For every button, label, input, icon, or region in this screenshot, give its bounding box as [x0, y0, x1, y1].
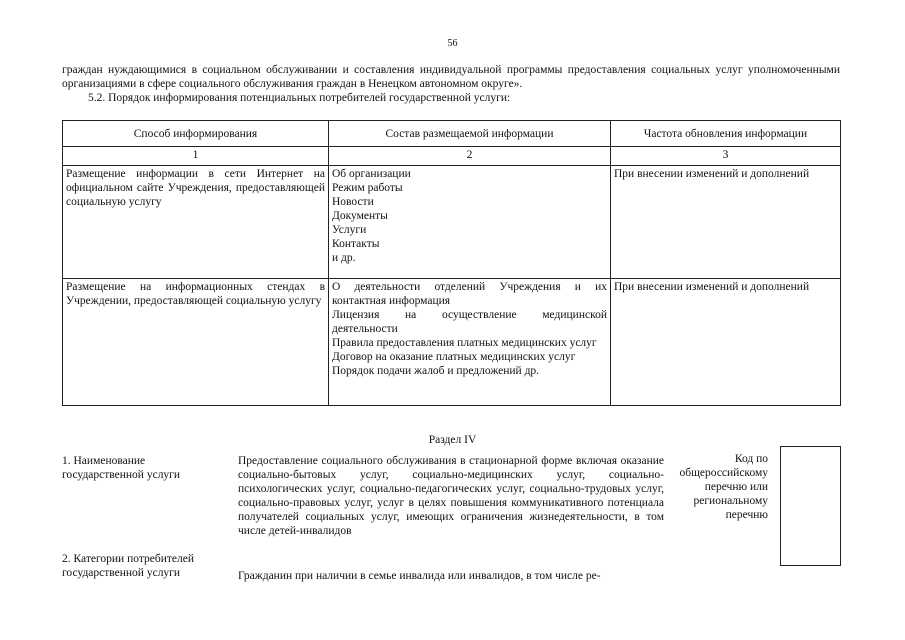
content-cell [329, 166, 611, 279]
method-cell: Размещение информации в сети Интернет на официальном сайте Учреждения, предоставляющей социальную услугу [63, 166, 329, 279]
header-method: Способ информирования [63, 121, 329, 147]
method-cell: Размещение на информационных стендах в Учреждении, предоставляющей социальную услугу [63, 279, 329, 406]
content-item: Услуги [332, 224, 367, 236]
content-item: Контакты [332, 238, 380, 250]
page-number: 56 [447, 38, 458, 49]
code-box [780, 446, 841, 566]
section-5-2-heading: 5.2. Порядок информирования потенциальных потребителей государственной услуги: [88, 92, 511, 104]
table-number-row [63, 147, 841, 166]
content-item: Порядок подачи жалоб и предложений др. [332, 365, 540, 377]
content-item: Режим работы [332, 182, 403, 194]
code-label: Код по общероссийскому перечню или региональному перечню [679, 453, 768, 521]
intro-text [62, 63, 840, 105]
consumer-categories-label: 2. Категории потребителей государственной услуги [62, 553, 194, 579]
content-item: О деятельности отделений Учреждения и их контактная информация [332, 281, 607, 307]
service-name-text: Предоставление социального обслуживания в стационарной форме включая оказание социально-бытовых услуг, социально-медицинских услуг, социально-психологических услуг, социально-педагогических услуг, социально-трудовых услуг, социально-правовых услуг, услуг в целях повышения коммуникативного потенциала получателей социальных услуг, имеющих ограничения жизнедеятельности, в том числе детей-инвалидов [238, 455, 664, 537]
content-item: Новости [332, 196, 374, 208]
column-number-3: 3 [611, 147, 841, 166]
table-row [63, 279, 841, 406]
content-item: и др. [332, 252, 356, 264]
content-item: Лицензия на осуществление медицинской деятельности [332, 309, 607, 335]
content-item: Договор на оказание платных медицинских услуг [332, 351, 576, 363]
header-content: Состав размещаемой информации [329, 121, 611, 147]
column-number-1: 1 [63, 147, 329, 166]
content-item: Документы [332, 210, 388, 222]
header-frequency: Частота обновления информации [611, 121, 841, 147]
intro-paragraph-continuation: граждан нуждающимися в социальном обслуживании и составления индивидуальной программы предоставления социальных услуг уполномоченными организациями в сфере социального обслуживания граждан в Ненецком автономном округе». [62, 64, 840, 90]
column-number-2: 2 [329, 147, 611, 166]
table-header-row [63, 121, 841, 147]
content-item: Об организации [332, 168, 411, 180]
consumer-categories-text: Гражданин при наличии в семье инвалида или инвалидов, в том числе ре- [238, 570, 601, 582]
table-row [63, 166, 841, 279]
content-item: Правила предоставления платных медицинских услуг [332, 337, 597, 349]
section-title: Раздел IV [428, 434, 477, 446]
service-name-label: 1. Наименование государственной услуги [62, 455, 181, 481]
frequency-cell: При внесении изменений и дополнений [611, 279, 841, 406]
frequency-cell: При внесении изменений и дополнений [611, 166, 841, 279]
content-cell [329, 279, 611, 406]
informing-procedure-table [62, 120, 841, 406]
